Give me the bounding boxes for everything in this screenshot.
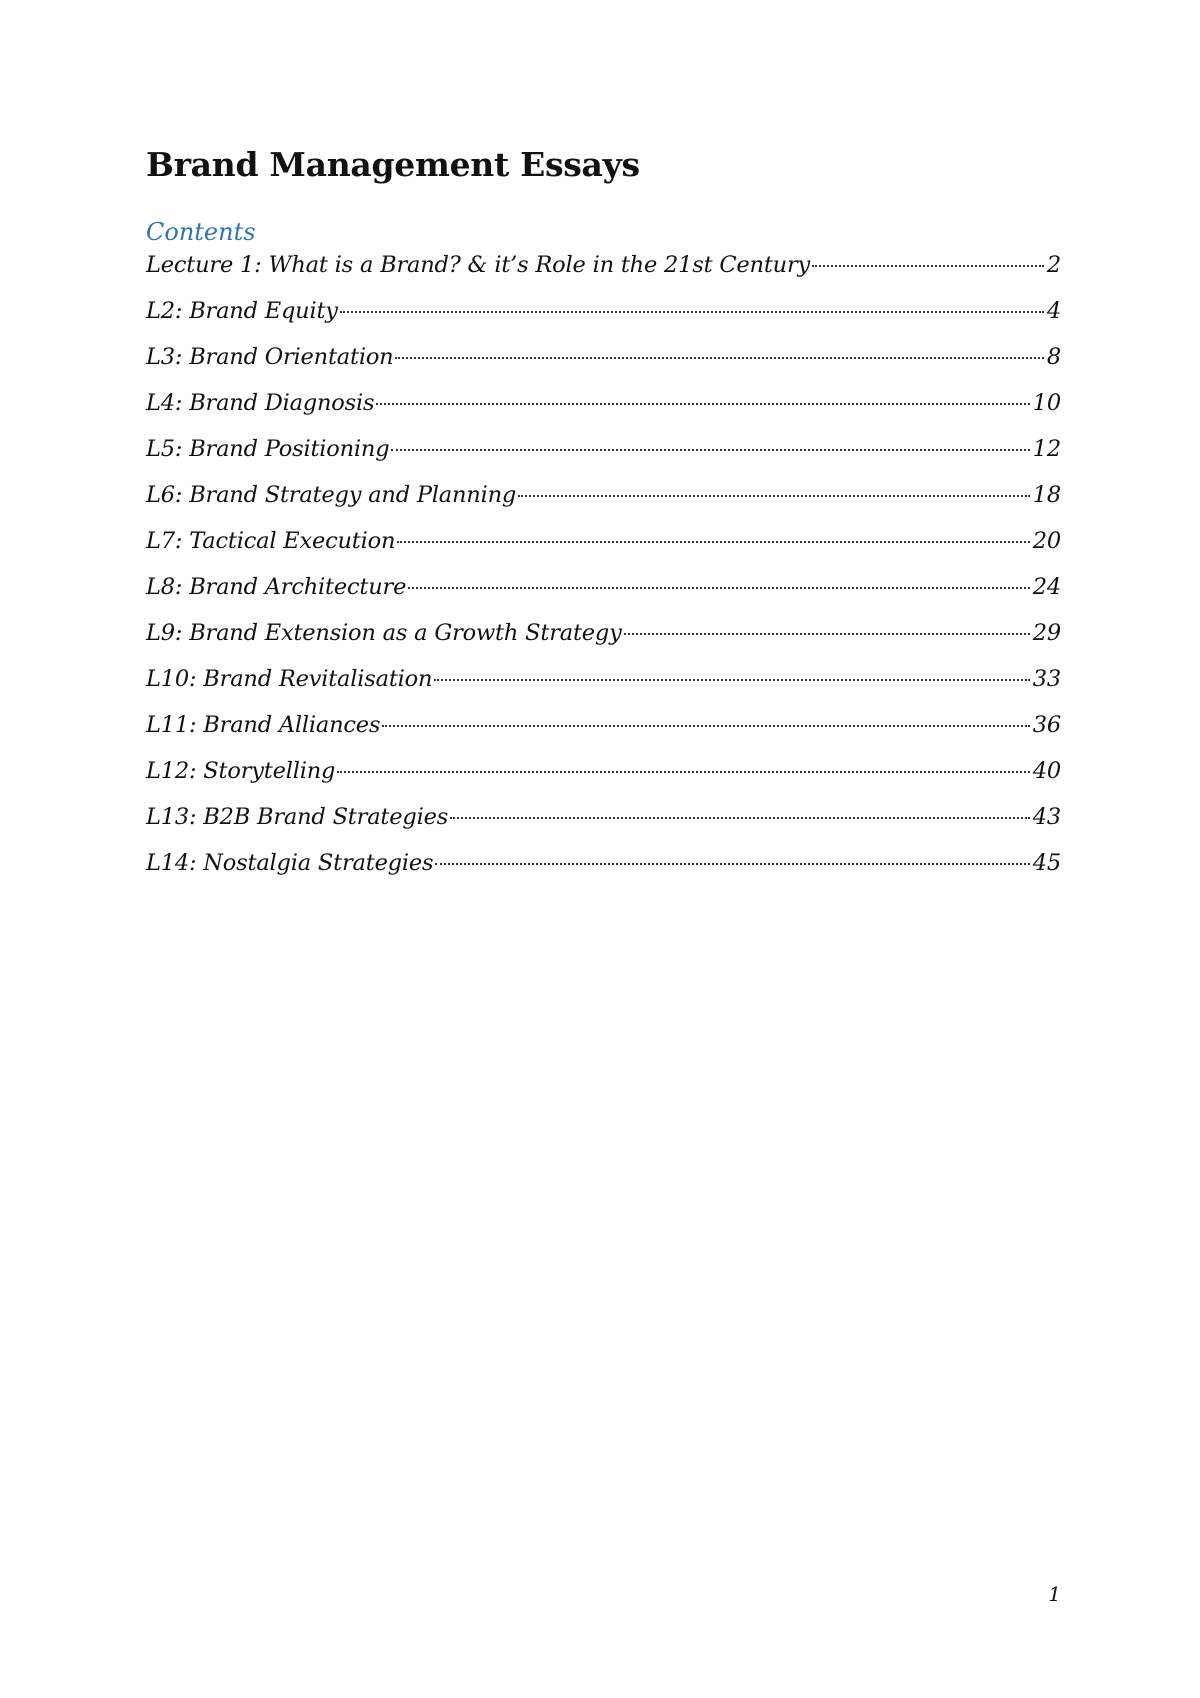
toc-leader-dots [395,357,1043,359]
toc-entry-l7[interactable] [146,528,1061,574]
toc-leader-dots [624,633,1030,635]
page-number: 1 [1048,1582,1061,1606]
toc-entry-title: L14: Nostalgia Strategies [146,850,434,876]
toc-entry-title: L8: Brand Architecture [146,574,407,600]
toc-leader-dots [376,403,1029,405]
toc-leader-dots [340,311,1044,313]
toc-entry-page: 29 [1032,620,1061,646]
toc-leader-dots [434,679,1029,681]
toc-entry-l11[interactable] [146,712,1061,758]
toc-entry-page: 10 [1032,390,1061,416]
document-title: Brand Management Essays [146,145,640,184]
toc-leader-dots [812,265,1044,267]
toc-entry-l8[interactable] [146,574,1061,620]
toc-entry-page: 12 [1032,436,1061,462]
toc-entry-page: 20 [1032,528,1061,554]
table-of-contents [146,252,1061,896]
toc-entry-page: 8 [1046,344,1061,370]
toc-leader-dots [435,863,1029,865]
toc-entry-title: L13: B2B Brand Strategies [146,804,449,830]
toc-entry-title: L11: Brand Alliances [146,712,381,738]
toc-entry-l3[interactable] [146,344,1061,390]
toc-entry-title: L3: Brand Orientation [146,344,394,370]
toc-entry-title: L5: Brand Positioning [146,436,390,462]
toc-entry-title: L6: Brand Strategy and Planning [146,482,517,508]
toc-entry-page: 4 [1046,298,1061,324]
toc-entry-title: L12: Storytelling [146,758,336,784]
toc-leader-dots [337,771,1030,773]
toc-entry-page: 18 [1032,482,1061,508]
toc-entry-page: 24 [1032,574,1061,600]
toc-leader-dots [382,725,1030,727]
toc-entry-page: 36 [1032,712,1061,738]
toc-entry-l13[interactable] [146,804,1061,850]
toc-entry-lecture-1[interactable] [146,252,1061,298]
toc-entry-title: L4: Brand Diagnosis [146,390,375,416]
toc-entry-page: 45 [1032,850,1061,876]
toc-entry-l5[interactable] [146,436,1061,482]
toc-entry-page: 43 [1032,804,1061,830]
toc-leader-dots [518,495,1030,497]
toc-entry-l14[interactable] [146,850,1061,896]
toc-entry-page: 2 [1046,252,1061,278]
toc-leader-dots [408,587,1030,589]
toc-entry-l6[interactable] [146,482,1061,528]
toc-leader-dots [450,817,1030,819]
toc-entry-title: L9: Brand Extension as a Growth Strategy [146,620,622,646]
toc-entry-l2[interactable] [146,298,1061,344]
toc-leader-dots [391,449,1029,451]
toc-entry-l9[interactable] [146,620,1061,666]
toc-entry-l10[interactable] [146,666,1061,712]
toc-entry-l12[interactable] [146,758,1061,804]
toc-leader-dots [397,541,1030,543]
toc-entry-page: 40 [1032,758,1061,784]
toc-entry-title: Lecture 1: What is a Brand? & it’s Role in the 21st Century [146,252,811,278]
toc-entry-title: L7: Tactical Execution [146,528,396,554]
toc-entry-title: L2: Brand Equity [146,298,338,324]
toc-entry-page: 33 [1032,666,1061,692]
toc-entry-l4[interactable] [146,390,1061,436]
toc-heading: Contents [146,218,256,246]
toc-entry-title: L10: Brand Revitalisation [146,666,433,692]
